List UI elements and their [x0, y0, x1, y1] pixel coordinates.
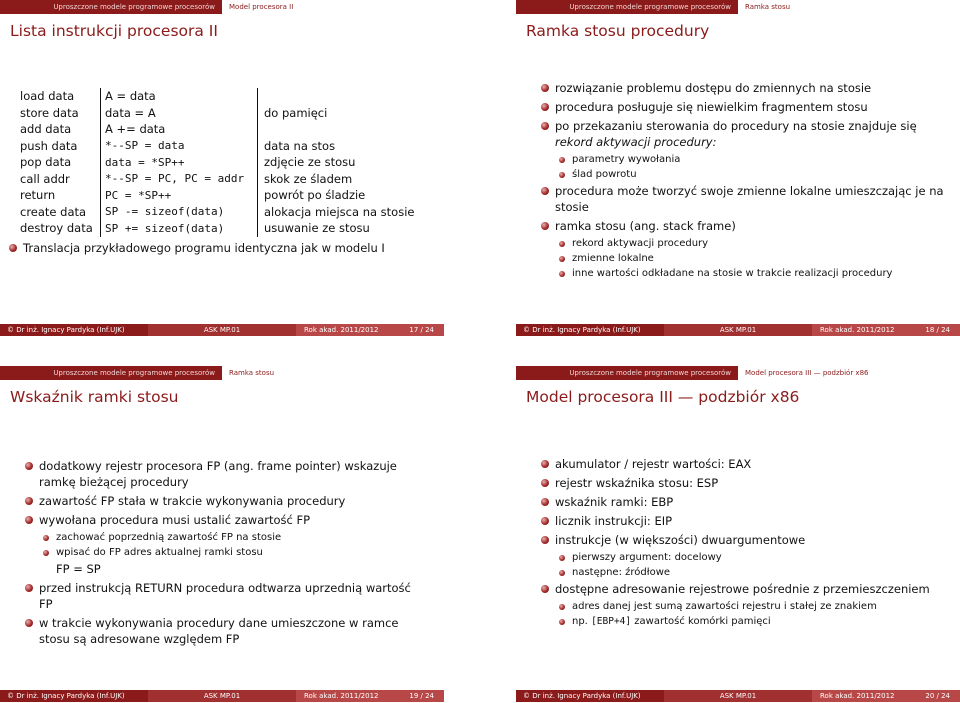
- instr-op: data = *SP++: [100, 154, 257, 171]
- page-number: 17 / 24: [409, 326, 434, 334]
- code-text: [EBP+4]: [591, 616, 632, 627]
- item-text: pierwszy argument: docelowy: [572, 552, 722, 563]
- slide-title: Wskaźnik ramki stosu: [10, 388, 179, 406]
- list-item: [538, 118, 954, 150]
- footer-author: © Dr inż. Ignacy Pardyka (Inf.UJK): [516, 690, 664, 702]
- bullet-icon: [25, 584, 33, 592]
- footer-year-page: [812, 324, 960, 336]
- footer-course: ASK MP.01: [664, 324, 812, 336]
- author-text: Dr inż. Ignacy Pardyka (Inf.UJK): [532, 326, 641, 334]
- item-text: dodatkowy rejestr procesora FP (ang. frame pointer) wskazuje ramkę bieżącej procedury: [39, 459, 397, 489]
- instr-desc: usuwanie ze stosu: [257, 220, 370, 237]
- page-number: 19 / 24: [409, 692, 434, 700]
- slide-title: Ramka stosu procedury: [526, 22, 710, 40]
- bullet-icon: [541, 498, 549, 506]
- list-subitem: [538, 615, 954, 629]
- item-text: w trakcie wykonywania procedury dane umieszczone w ramce stosu są adresowane względem FP: [39, 616, 399, 646]
- list-item: [538, 475, 954, 491]
- bullet-icon: [43, 550, 49, 556]
- bullet-icon: [559, 570, 565, 576]
- list-subitem: [538, 551, 954, 565]
- item-text: rejestr wskaźnika stosu: ESP: [555, 476, 719, 490]
- item-text-emphasis: rekord aktywacji procedury:: [555, 135, 717, 149]
- list-subitem: [538, 600, 954, 614]
- list-item: [22, 615, 422, 647]
- instr-op: *--SP = PC, PC = addr: [100, 171, 257, 188]
- footer-author: © Dr inż. Ignacy Pardyka (Inf.UJK): [516, 324, 664, 336]
- item-text: przed instrukcją RETURN procedura odtwarza uprzednią wartość FP: [39, 581, 411, 611]
- author-text: Dr inż. Ignacy Pardyka (Inf.UJK): [16, 692, 125, 700]
- bullet-icon: [559, 619, 565, 625]
- bullet-icon: [9, 244, 17, 252]
- table-row: [20, 204, 414, 221]
- footer-course: ASK MP.01: [664, 690, 812, 702]
- bullet-icon: [559, 172, 565, 178]
- item-text: procedura posługuje się niewielkim fragmentem stosu: [555, 100, 868, 114]
- nav-bar: [0, 366, 444, 380]
- instr-name: create data: [20, 204, 87, 219]
- list-item: [22, 493, 422, 509]
- item-text: następne: źródłowe: [572, 567, 671, 578]
- bullet-icon: [25, 462, 33, 470]
- instr-name: pop data: [20, 155, 72, 170]
- nav-section[interactable]: Uproszczone modele programowe procesorów: [516, 366, 738, 380]
- bullet-list: [538, 456, 954, 630]
- item-text: rozwiązanie problemu dostępu do zmiennych na stosie: [555, 81, 872, 95]
- instr-desc: powrót po śladzie: [257, 187, 365, 204]
- bullet-icon: [541, 222, 549, 230]
- item-text: procedura może tworzyć swoje zmienne lokalne umieszczając je na stosie: [555, 184, 944, 214]
- list-item: [538, 99, 954, 115]
- slide-20: [516, 366, 960, 702]
- instr-name: load data: [20, 89, 75, 104]
- list-subitem: [538, 267, 954, 281]
- instr-op: A += data: [100, 121, 257, 138]
- item-text: adres danej jest sumą zawartości rejestru i stałej ze znakiem: [572, 601, 877, 612]
- footer: [516, 690, 960, 702]
- item-text: licznik instrukcji: EIP: [555, 514, 673, 528]
- item-text: ślad powrotu: [572, 169, 637, 180]
- instr-name: call addr: [20, 171, 70, 186]
- item-text: np.: [572, 616, 588, 627]
- footer-author: © Dr inż. Ignacy Pardyka (Inf.UJK): [0, 690, 148, 702]
- table-row: [20, 171, 414, 188]
- bullet-icon: [559, 604, 565, 610]
- instr-name: store data: [20, 105, 79, 120]
- list-item: [538, 513, 954, 529]
- nav-section[interactable]: Uproszczone modele programowe procesorów: [0, 366, 222, 380]
- instr-op: A = data: [100, 88, 257, 105]
- bullet-icon: [541, 103, 549, 111]
- instr-op: SP += sizeof(data): [100, 220, 257, 237]
- nav-bar: [516, 366, 960, 380]
- slide-title: Model procesora III — podzbiór x86: [526, 388, 800, 406]
- slide-title: Lista instrukcji procesora II: [10, 22, 218, 40]
- table-row: [20, 138, 414, 155]
- year-text: Rok akad. 2011/2012: [820, 326, 895, 334]
- item-text: wpisać do FP adres aktualnej ramki stosu: [56, 547, 263, 558]
- instr-op: *--SP = data: [100, 138, 257, 155]
- list-subitem: [538, 153, 954, 167]
- bullet-icon: [559, 256, 565, 262]
- footer-year-page: [296, 324, 444, 336]
- instruction-table: [20, 88, 414, 237]
- nav-subsection[interactable]: Ramka stosu: [222, 366, 274, 380]
- bullet-list: [538, 80, 954, 282]
- bullet-icon: [559, 271, 565, 277]
- nav-subsection[interactable]: Model procesora II: [222, 0, 293, 14]
- bullet-icon: [541, 479, 549, 487]
- list-item: [538, 456, 954, 472]
- instr-desc: skok ze śladem: [257, 171, 352, 188]
- bullet-icon: [541, 84, 549, 92]
- bullet-icon: [25, 619, 33, 627]
- item-text: wywołana procedura musi ustalić zawartość FP: [39, 513, 311, 527]
- item-text: zachować poprzednią zawartość FP na stosie: [56, 532, 282, 543]
- item-text: FP = SP: [56, 562, 101, 576]
- nav-bar: [516, 0, 960, 14]
- footer-author: © Dr inż. Ignacy Pardyka (Inf.UJK): [0, 324, 148, 336]
- bullet-icon: [25, 497, 33, 505]
- page-number: 18 / 24: [925, 326, 950, 334]
- instr-op: PC = *SP++: [100, 187, 257, 204]
- list-item: [22, 512, 422, 528]
- list-subitem: [22, 546, 422, 560]
- nav-subsection[interactable]: Model procesora III — podzbiór x86: [738, 366, 868, 380]
- table-row: [20, 121, 414, 138]
- nav-section[interactable]: Uproszczone modele programowe procesorów: [516, 0, 738, 14]
- bullet-icon: [541, 187, 549, 195]
- bullet-icon: [43, 535, 49, 541]
- instr-desc: [257, 88, 264, 105]
- item-text: zawartość komórki pamięci: [634, 616, 771, 627]
- author-text: Dr inż. Ignacy Pardyka (Inf.UJK): [16, 326, 125, 334]
- list-item: [538, 494, 954, 510]
- item-text: wskaźnik ramki: EBP: [555, 495, 674, 509]
- list-item: [538, 581, 954, 597]
- list-subitem: [538, 252, 954, 266]
- bullet-icon: [541, 536, 549, 544]
- bullet-icon: [25, 516, 33, 524]
- slide-17: [0, 0, 444, 336]
- list-item: [22, 458, 422, 490]
- bullet-icon: [541, 460, 549, 468]
- item-text: rekord aktywacji procedury: [572, 238, 709, 249]
- footer-course: ASK MP.01: [148, 324, 296, 336]
- table-row: [20, 154, 414, 171]
- footer: [0, 324, 444, 336]
- instr-name: destroy data: [20, 221, 93, 236]
- item-text: dostępne adresowanie rejestrowe pośrednie z przemieszczeniem: [555, 582, 930, 596]
- list-item: [538, 218, 954, 234]
- list-item: [538, 532, 954, 548]
- bullet-icon: [541, 585, 549, 593]
- instr-desc: do pamięci: [257, 105, 327, 122]
- slide-18: [516, 0, 960, 336]
- page-number: 20 / 24: [925, 692, 950, 700]
- bullet-icon: [559, 555, 565, 561]
- list-continuation: [22, 561, 422, 577]
- item-text: po przekazaniu sterowania do procedury na stosie znajduje się: [555, 119, 917, 133]
- instr-desc: zdjęcie ze stosu: [257, 154, 355, 171]
- item-text: inne wartości odkładane na stosie w trakcie realizacji procedury: [572, 268, 893, 279]
- footer: [516, 324, 960, 336]
- list-subitem: [22, 531, 422, 545]
- item-text: instrukcje (w większości) dwuargumentowe: [555, 533, 806, 547]
- nav-subsection[interactable]: Ramka stosu: [738, 0, 790, 14]
- footer: [0, 690, 444, 702]
- nav-section[interactable]: Uproszczone modele programowe procesorów: [0, 0, 222, 14]
- author-text: Dr inż. Ignacy Pardyka (Inf.UJK): [532, 692, 641, 700]
- list-item: [6, 240, 436, 256]
- item-text: zawartość FP stała w trakcie wykonywania procedury: [39, 494, 346, 508]
- list-subitem: [538, 566, 954, 580]
- instr-name: push data: [20, 138, 78, 153]
- instr-name: return: [20, 188, 56, 203]
- list-item: [22, 580, 422, 612]
- footer-year-page: [296, 690, 444, 702]
- instr-desc: alokacja miejsca na stosie: [257, 204, 414, 221]
- item-text: ramka stosu (ang. stack frame): [555, 219, 736, 233]
- instr-desc: [257, 121, 264, 138]
- footer-year-page: [812, 690, 960, 702]
- bullet-icon: [559, 241, 565, 247]
- slide-19: [0, 366, 444, 702]
- note-text: Translacja przykładowego programu identyczna jak w modelu I: [23, 241, 385, 255]
- table-row: [20, 88, 414, 105]
- bullet-list: [22, 458, 422, 650]
- list-subitem: [538, 168, 954, 182]
- bullet-icon: [541, 517, 549, 525]
- table-row: [20, 105, 414, 122]
- list-item: [538, 80, 954, 96]
- item-text: akumulator / rejestr wartości: EAX: [555, 457, 752, 471]
- note-list: [6, 240, 436, 259]
- year-text: Rok akad. 2011/2012: [820, 692, 895, 700]
- instr-op: SP -= sizeof(data): [100, 204, 257, 221]
- nav-bar: [0, 0, 444, 14]
- list-item: [538, 183, 954, 215]
- instr-name: add data: [20, 122, 72, 137]
- table-row: [20, 187, 414, 204]
- bullet-icon: [541, 122, 549, 130]
- footer-course: ASK MP.01: [148, 690, 296, 702]
- year-text: Rok akad. 2011/2012: [304, 692, 379, 700]
- instr-op: data = A: [100, 105, 257, 122]
- item-text: zmienne lokalne: [572, 253, 654, 264]
- bullet-icon: [559, 157, 565, 163]
- year-text: Rok akad. 2011/2012: [304, 326, 379, 334]
- instr-desc: data na stos: [257, 138, 335, 155]
- table-row: [20, 220, 414, 237]
- item-text: parametry wywołania: [572, 154, 681, 165]
- list-subitem: [538, 237, 954, 251]
